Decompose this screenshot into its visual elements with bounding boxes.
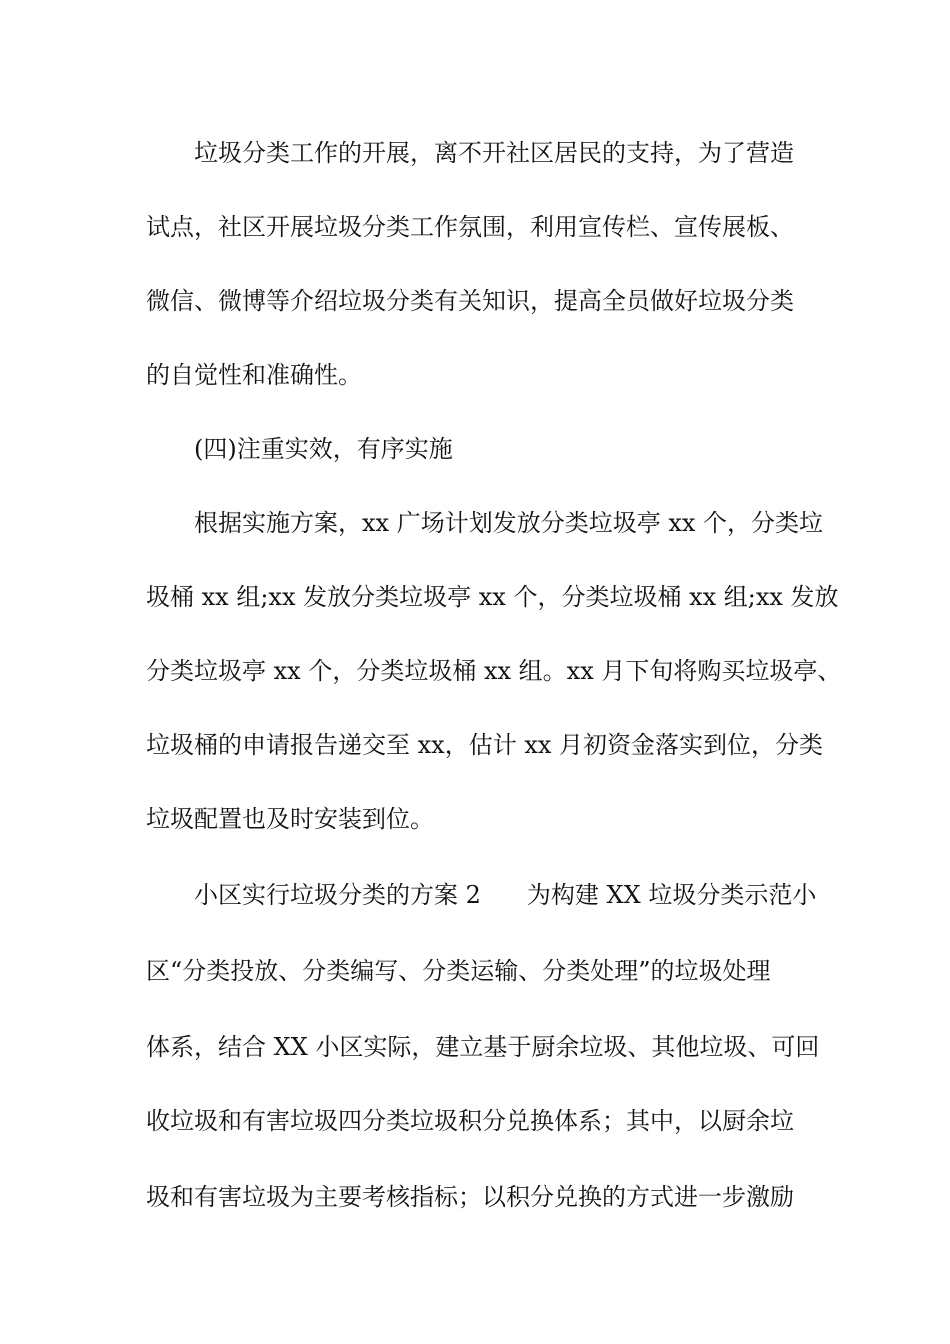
text-line: 分类垃圾亭 xx 个，分类垃圾桶 xx 组。xx 月下旬将购买垃圾亭、 (146, 657, 842, 685)
text-line (194, 880, 816, 910)
text-line: 试点，社区开展垃圾分类工作氛围，利用宣传栏、宣传展板、 (146, 213, 794, 241)
text-line: 体系，结合 XX 小区实际，建立基于厨余垃圾、其他垃圾、可回 (146, 1033, 820, 1061)
text-line: 微信、微博等介绍垃圾分类有关知识，提高全员做好垃圾分类 (146, 287, 794, 315)
text-line: 垃圾桶的申请报告递交至 xx，估计 xx 月初资金落实到位，分类 (146, 731, 824, 759)
plan-title: 小区实行垃圾分类的方案 2 (194, 881, 481, 909)
text-line: 根据实施方案，xx 广场计划发放分类垃圾亭 xx 个，分类垃 (194, 509, 824, 537)
text-line: 的自觉性和准确性。 (146, 361, 362, 389)
plan-intro: 为构建 XX 垃圾分类示范小 (526, 881, 817, 909)
text-line: 圾和有害垃圾为主要考核指标；以积分兑换的方式进一步激励 (146, 1183, 794, 1211)
text-line: 垃圾分类工作的开展，离不开社区居民的支持，为了营造 (194, 139, 794, 167)
text-line: 收垃圾和有害垃圾四分类垃圾积分兑换体系；其中，以厨余垃 (146, 1107, 794, 1135)
text-line: 区“分类投放、分类编写、分类运输、分类处理”的垃圾处理 (146, 957, 771, 985)
text-line: 垃圾配置也及时安装到位。 (146, 805, 434, 833)
section-heading: (四)注重实效，有序实施 (194, 435, 453, 463)
text-line: 圾桶 xx 组;xx 发放分类垃圾亭 xx 个，分类垃圾桶 xx 组;xx 发放 (146, 583, 839, 611)
